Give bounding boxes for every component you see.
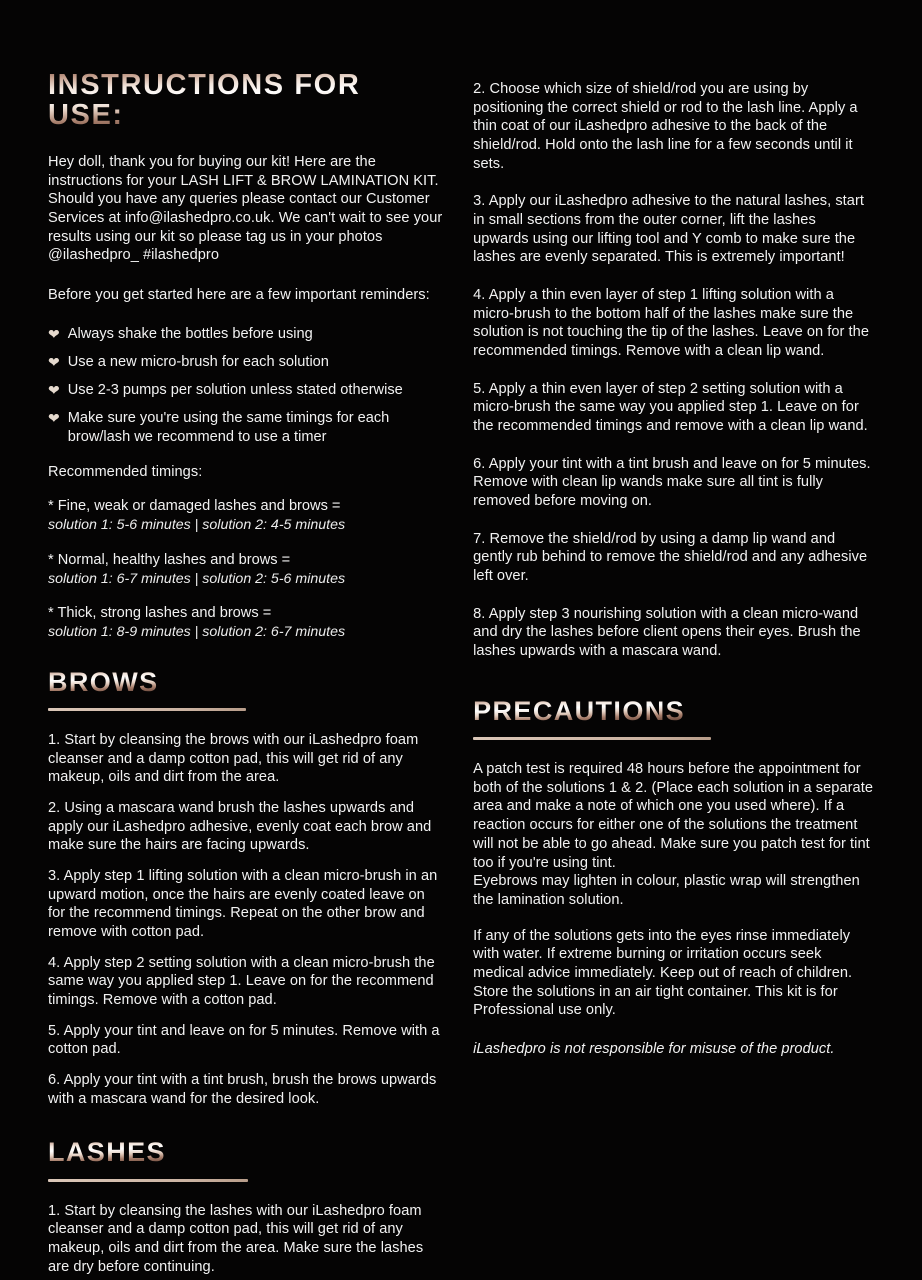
reminders-list xyxy=(48,325,445,446)
list-item-label: Use 2-3 pumps per solution unless stated otherwise xyxy=(67,382,403,399)
brows-step: 3. Apply step 1 lifting solution with a clean micro-brush in an upward motion, once the hairs are evenly coated leave on for the recommend timings. Repeat on the other brow and remove with cotton pad. xyxy=(48,868,438,941)
precautions-heading: PRECAUTIONS xyxy=(473,695,686,726)
precautions-section-header xyxy=(473,697,874,740)
disclaimer-text: iLashedpro is not responsible for misuse of the product. xyxy=(473,1040,835,1057)
timing-entry xyxy=(48,551,445,588)
lashes-step: 8. Apply step 3 nourishing solution with a clean micro-wand and dry the lashes before client opens their eyes. Brush the lashes upwards with a mascara wand. xyxy=(473,605,861,660)
lashes-step: 6. Apply your tint with a tint brush and leave on for 5 minutes. Remove with clean lip wands make sure all tint is fully removed before moving on. xyxy=(473,455,871,510)
heading-divider xyxy=(48,1179,248,1182)
brows-step: 5. Apply your tint and leave on for 5 minutes. Remove with a cotton pad. xyxy=(48,1022,440,1058)
right-column xyxy=(463,70,874,1260)
brows-heading: BROWS xyxy=(48,666,159,697)
heading-divider xyxy=(48,708,246,711)
timing-detail: solution 1: 6-7 minutes | solution 2: 5-6 minutes xyxy=(48,570,346,587)
list-item xyxy=(48,409,445,445)
lashes-step: 7. Remove the shield/rod by using a damp lip wand and gently rub behind to remove the shield/rod and any adhesive left over. xyxy=(473,530,868,585)
timing-detail: solution 1: 5-6 minutes | solution 2: 4-5 minutes xyxy=(48,517,346,534)
precautions-paragraph: If any of the solutions gets into the eyes rinse immediately with water. If extreme burning or irritation occurs seek medical advice immediately. Keep out of reach of children. Store the solutions in an air tight container. This kit is for Professional use only. xyxy=(473,927,853,1019)
timing-title: * Thick, strong lashes and brows = xyxy=(48,605,272,622)
list-item xyxy=(48,381,445,399)
list-item xyxy=(48,353,445,371)
brows-section-header xyxy=(48,668,445,711)
brows-step: 2. Using a mascara wand brush the lashes upwards and apply our iLashedpro adhesive, evenly coat each brow and make sure the hairs are facing upwards. xyxy=(48,800,432,854)
lashes-step: 4. Apply a thin even layer of step 1 lifting solution with a micro-brush to the bottom half of the lashes make sure the solution is not touching the tip of the lashes. Leave on for the recommended timings. Remove with a clean lip wand. xyxy=(473,287,869,360)
intro-paragraph: Hey doll, thank you for buying our kit! Here are the instructions for your LASH LIFT & BROW LAMINATION KIT. Should you have any queries please contact our Customer Services at info@ilashedpro.co.uk. We can't wait to see your results using our kit so please tag us in your photos @ilashedpro_ #ilashedpro xyxy=(48,153,443,264)
timing-entry xyxy=(48,497,445,534)
list-item-label: Use a new micro-brush for each solution xyxy=(67,353,329,370)
left-column xyxy=(48,69,463,1275)
heart-icon: ❤ xyxy=(48,382,60,399)
list-item-label: Make sure you're using the same timings for each brow/lash we recommend to use a timer xyxy=(67,410,390,445)
lashes-step: 1. Start by cleansing the lashes with our iLashedpro foam cleanser and a damp cotton pad, this will get rid of any makeup, oils and dirt from the area. Make sure the lashes are dry before continuing. xyxy=(48,1202,424,1275)
lashes-heading: LASHES xyxy=(48,1137,166,1168)
lashes-step: 5. Apply a thin even layer of step 2 setting solution with a micro-brush the same way you applied step 1. Leave on for the recommended timings and remove with a clean lip wand. xyxy=(473,380,868,435)
brows-step: 6. Apply your tint with a tint brush, brush the brows upwards with a mascara wand for the desired look. xyxy=(48,1072,437,1107)
lashes-step: 3. Apply our iLashedpro adhesive to the natural lashes, start in small sections from the outer corner, lift the lashes upwards using our lifting tool and Y comb to make sure the lashes are evenly separated. This is extremely important! xyxy=(473,193,864,266)
reminders-intro: Before you get started here are a few important reminders: xyxy=(48,286,430,303)
page-title: INSTRUCTIONS FOR USE: xyxy=(48,70,445,131)
brows-step: 4. Apply step 2 setting solution with a clean micro-brush the same way you applied step 1. Leave on for the recommend timings. Remove with a cotton pad. xyxy=(48,954,435,1009)
lashes-step: 2. Choose which size of shield/rod you are using by positioning the correct shield or rod to the lash line. Apply a thin coat of our iLashedpro adhesive to the back of the shield/rod. Hold onto the lash line for a few seconds until it sets. xyxy=(473,81,858,172)
timing-entry xyxy=(48,604,445,641)
precautions-paragraph: Eyebrows may lighten in colour, plastic wrap will strengthen the lamination solution. xyxy=(473,873,860,908)
timing-title: * Normal, healthy lashes and brows = xyxy=(48,551,291,568)
brows-step: 1. Start by cleansing the brows with our iLashedpro foam cleanser and a damp cotton pad, this will get rid of any makeup, oils and dirt from the area. xyxy=(48,732,419,786)
timing-title: * Fine, weak or damaged lashes and brows = xyxy=(48,498,341,515)
timings-label: Recommended timings: xyxy=(48,463,203,480)
list-item xyxy=(48,325,445,343)
precautions-paragraph: A patch test is required 48 hours before the appointment for both of the solutions 1 & 2. (Place each solution in a separate area and make a note of which one you used where). If a reaction occurs for either one of the solutions the treatment will not be able to go ahead. Make sure you patch test for tint too if you're using tint. xyxy=(473,761,873,871)
lashes-section-header xyxy=(48,1138,445,1181)
heart-icon: ❤ xyxy=(48,410,60,427)
heart-icon: ❤ xyxy=(48,325,60,342)
heart-icon: ❤ xyxy=(48,353,60,370)
timing-detail: solution 1: 8-9 minutes | solution 2: 6-7 minutes xyxy=(48,624,346,641)
list-item-label: Always shake the bottles before using xyxy=(67,325,313,342)
heading-divider xyxy=(473,737,711,740)
